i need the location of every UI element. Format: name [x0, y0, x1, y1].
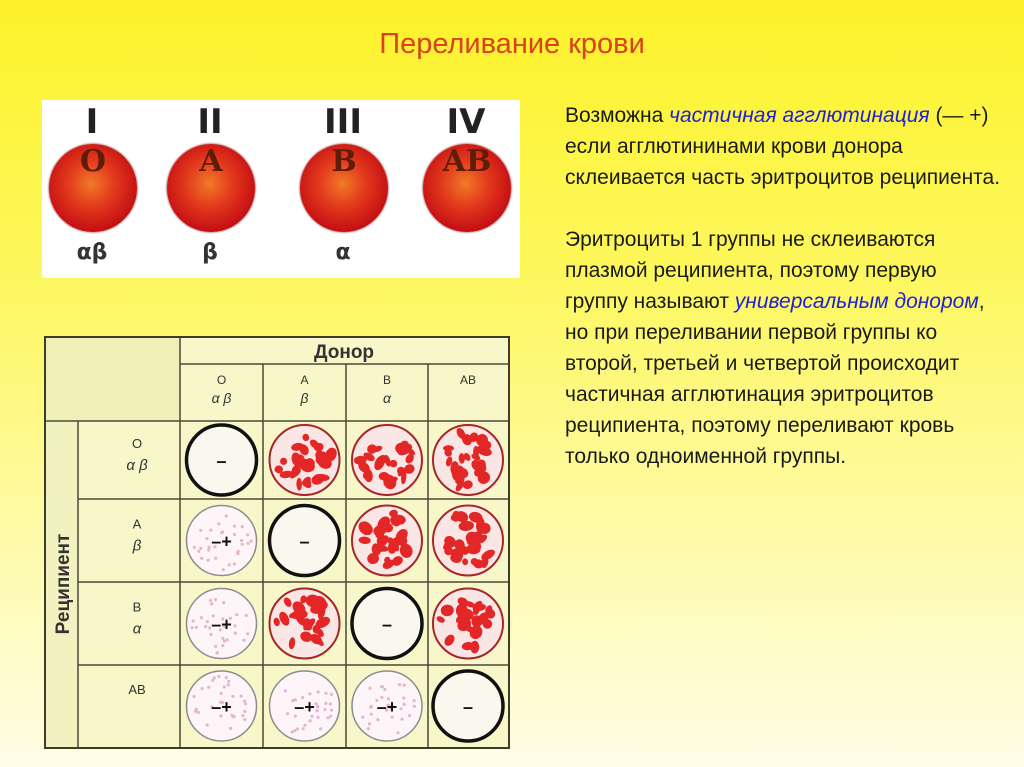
dot [369, 706, 372, 709]
dot [399, 707, 402, 710]
group-numeral: III [324, 102, 362, 142]
partial-label: –+ [211, 531, 232, 552]
donor-column-antibodies: α β [211, 390, 232, 406]
dot [193, 546, 196, 549]
dot [240, 694, 243, 697]
paragraph-universal-donor [565, 224, 1005, 472]
dot [222, 601, 225, 604]
dot [309, 719, 312, 722]
dot [241, 543, 244, 546]
compatibility-grid [46, 338, 508, 747]
dot [323, 708, 326, 711]
compatibility-table [44, 336, 510, 749]
dot [207, 549, 210, 552]
dot [222, 568, 225, 571]
dot [210, 602, 213, 605]
dot [361, 716, 364, 719]
donor-column-group: AB [459, 373, 477, 387]
blood-group-1 [42, 100, 142, 278]
dot [197, 711, 200, 714]
highlight-term: частичная агглютинация [669, 104, 930, 127]
dot [200, 557, 203, 560]
dot [400, 718, 403, 721]
dot [329, 702, 332, 705]
dot [368, 687, 371, 690]
donor-column-group: B [382, 373, 392, 387]
group-antibodies: β [202, 240, 218, 265]
dot [225, 514, 228, 517]
dot [223, 685, 226, 688]
blood-group-2 [160, 100, 260, 278]
dot [413, 699, 416, 702]
group-antibodies: α [335, 240, 351, 265]
dot [227, 683, 230, 686]
dot [195, 626, 198, 629]
dot [324, 702, 327, 705]
negative-label: – [462, 697, 474, 717]
text-run: (— +) если агглютининами крови донора склеивается часть эритроцитов реципиента. [565, 104, 1001, 189]
dot [226, 638, 229, 641]
dot [316, 709, 319, 712]
dot [207, 686, 210, 689]
dot [330, 693, 333, 696]
dot [205, 537, 208, 540]
dot [225, 676, 228, 679]
dot [367, 727, 370, 730]
dot [398, 683, 401, 686]
clump [466, 544, 480, 554]
dot [227, 680, 230, 683]
partial-label: –+ [294, 697, 315, 717]
dot [316, 705, 319, 708]
dot [284, 689, 287, 692]
dot [192, 620, 195, 623]
blood-groups-illustration [42, 100, 520, 278]
dot [403, 684, 406, 687]
dot [217, 522, 220, 525]
dot [237, 550, 240, 553]
group-letter: A [199, 144, 223, 179]
recipient-row-antibodies: α β [126, 457, 148, 474]
dot [214, 598, 217, 601]
group-numeral: IV [446, 102, 486, 142]
dot [245, 614, 248, 617]
dot [246, 632, 249, 635]
donor-column-group: A [300, 373, 309, 387]
dot [235, 613, 238, 616]
dot [319, 727, 322, 730]
text-run: Возможна [565, 104, 670, 127]
dot [286, 712, 289, 715]
dot [214, 645, 217, 648]
highlight-term: универсальным донором [734, 290, 979, 313]
dot [330, 708, 333, 711]
clump [443, 445, 454, 451]
group-antibodies: αβ [76, 240, 108, 265]
dot [233, 562, 236, 565]
dot [216, 651, 219, 654]
blood-group-3 [293, 100, 393, 278]
negative-label: – [216, 451, 227, 471]
dot [206, 724, 209, 727]
group-numeral: I [85, 102, 99, 142]
explanation-text [565, 100, 1005, 472]
paragraph-partial-agglutination [565, 100, 1005, 193]
dot [234, 624, 237, 627]
slide-title: Переливание крови [379, 28, 645, 60]
dot [317, 690, 320, 693]
negative-label: – [381, 614, 393, 635]
dot [208, 546, 211, 549]
dot [195, 708, 198, 711]
dot [402, 696, 405, 699]
recipient-row-group: B [132, 599, 142, 615]
dot [206, 620, 209, 623]
dot [191, 626, 194, 629]
dot [329, 715, 332, 718]
dot [246, 533, 249, 536]
dot [220, 692, 223, 695]
dot [324, 692, 327, 695]
group-letter: AB [442, 144, 492, 179]
recipient-header: Реципиент [53, 533, 74, 635]
group-letter: B [331, 144, 357, 179]
dot [207, 559, 210, 562]
donor-column-group: O [216, 373, 227, 387]
dot [243, 718, 246, 721]
dot [381, 685, 384, 688]
dot [246, 542, 249, 545]
text-run: Эритроциты 1 группы не склеиваются плазмой реципиента, поэтому первую группу называют [565, 228, 937, 313]
dot [302, 727, 305, 730]
negative-label: – [299, 531, 310, 552]
dot [315, 702, 318, 705]
dot [291, 730, 294, 733]
dot [244, 702, 247, 705]
dot [211, 679, 214, 682]
recipient-row-antibodies: β [132, 537, 142, 555]
dot [396, 731, 399, 734]
blood-group-4 [416, 100, 516, 278]
dot [233, 525, 236, 528]
dot [221, 644, 224, 647]
recipient-row-group: O [131, 436, 143, 451]
donor-header: Донор [313, 342, 375, 363]
dot [197, 550, 200, 553]
text-run: , но при переливании первой группы ко второй, третьей и четвертой происходит частичная агглютинация эритроцитов реципиента, поэтому переливают кровь только одноименной группы. [565, 290, 985, 468]
dot [243, 710, 246, 713]
dot [408, 714, 411, 717]
dot [193, 695, 196, 698]
dot [199, 547, 202, 550]
dot [209, 599, 212, 602]
dot [370, 713, 373, 716]
dot [383, 688, 386, 691]
dot [214, 557, 217, 560]
dot [199, 529, 202, 532]
dot [376, 718, 379, 721]
dot [234, 632, 237, 635]
partial-label: –+ [376, 697, 398, 717]
dot [233, 533, 236, 536]
dot [250, 540, 253, 543]
dot [201, 687, 204, 690]
dot [229, 727, 232, 730]
dot [413, 705, 416, 708]
dot [233, 715, 236, 718]
dot [296, 727, 299, 730]
group-numeral: II [197, 102, 223, 142]
donor-column-antibodies: α [383, 390, 391, 406]
dot [326, 716, 329, 719]
dot [228, 563, 231, 566]
dot [403, 703, 406, 706]
dot [241, 714, 244, 717]
header-corner [46, 338, 180, 421]
recipient-row-antibodies: α [132, 620, 142, 638]
group-letter: O [79, 144, 107, 179]
dot [308, 692, 311, 695]
dot [221, 637, 224, 640]
dot [368, 722, 371, 725]
donor-column-antibodies: β [300, 390, 309, 406]
dot [200, 616, 203, 619]
dot [217, 675, 220, 678]
partial-label: –+ [211, 697, 232, 717]
recipient-row-group: AB [128, 682, 146, 697]
recipient-row-group: A [132, 516, 142, 532]
dot [303, 724, 306, 727]
dot [231, 695, 234, 698]
dot [316, 716, 319, 719]
dot [243, 639, 246, 642]
dot [204, 625, 207, 628]
dot [241, 525, 244, 528]
dot [240, 539, 243, 542]
partial-label: –+ [211, 614, 232, 635]
